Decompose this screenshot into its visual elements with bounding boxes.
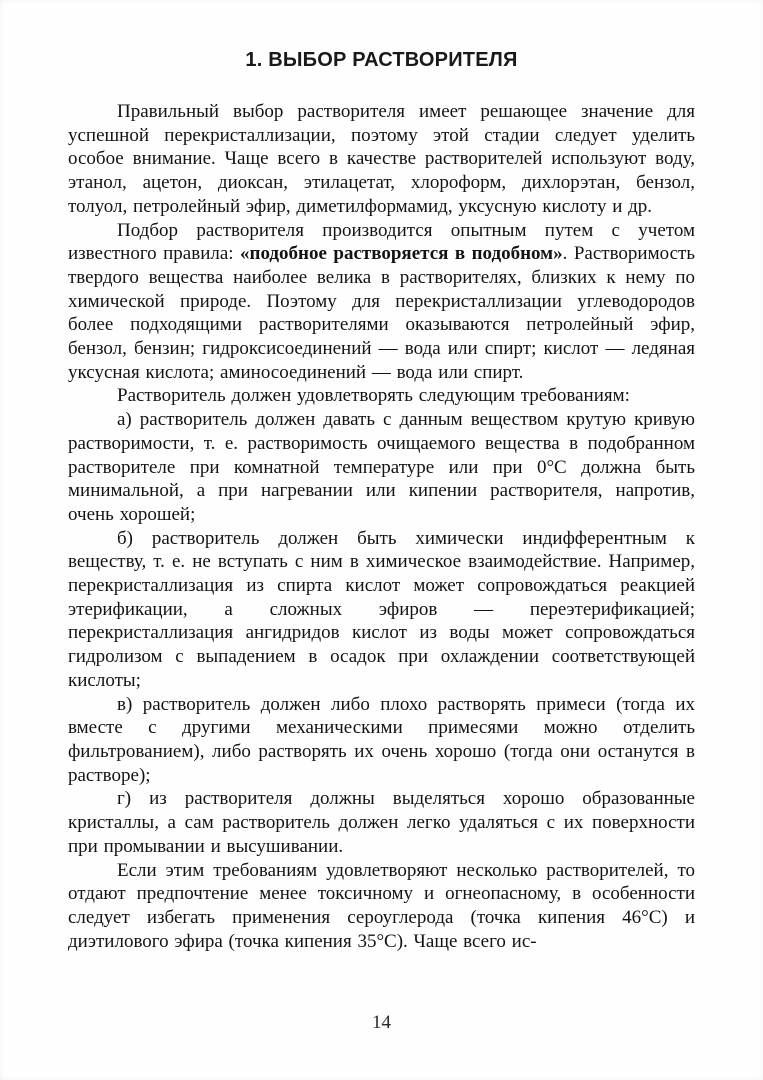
paragraph-rule-before: Подбор растворителя производится опытным путем с учетом известного правила: — [68, 219, 695, 265]
paragraph-preference: Если этим требованиям удовлетворяют несколько растворителей, то отдают предпочтение менее токсичному и огнеопасному, в особенности следует избегать применения сероуглерода (точка кипения 46°С) и диэтилового эфира (точка кипения 35°С). Чаще всего ис- — [68, 859, 695, 952]
paragraph-intro: Правильный выбор растворителя имеет решающее значение для успешной перекристаллизации, поэтому этой стадии следует уделить особое внимание. Чаще всего в качестве растворителей используют воду, этанол, ацетон, диоксан, этилацетат, хлороформ, дихлорэтан, бензол, толуол, петролейный эфир, диметилформамид, уксусную кислоту и др. — [68, 101, 695, 217]
bold-quote-like-dissolves-like: «подобное растворяется в подобном» — [240, 243, 563, 265]
paragraph-requirement-a: а) растворитель должен давать с данным веществом крутую кривую растворимости, т. е. растворимость очищаемого вещества в подобранном растворителе при комнатной температуре или при 0°С должна быть минимальной, а при нагревании или кипении растворителя, напротив, очень хорошей; — [68, 409, 695, 525]
section-heading: 1. ВЫБОР РАСТВОРИТЕЛЯ — [245, 49, 518, 71]
body-text — [68, 100, 695, 953]
page-number: 14 — [372, 1012, 391, 1033]
paragraph-rule-after: . Растворимость твердого вещества наиболее велика в растворителях, близких к нему по химической природе. Поэтому для перекристаллизации углеводородов более подходящими растворителями оказываются петролейный эфир, бензол, бензин; гидроксисоединений — вода или спирт; кислот — ледяная уксусная кислота; аминосоединений — вода или спирт. — [68, 243, 695, 383]
paragraph-requirement-v: в) растворитель должен либо плохо растворять примеси (тогда их вместе с другими механическими примесями можно отделить фильтрованием), либо растворять их очень хорошо (тогда они останутся в растворе); — [68, 693, 695, 786]
paragraph-requirements-lead: Растворитель должен удовлетворять следующим требованиям: — [117, 385, 630, 407]
paragraph-rule — [68, 219, 695, 385]
paragraph-requirement-g: г) из растворителя должны выделяться хорошо образованные кристаллы, а сам растворитель должен легко удаляться с их поверхности при промывании и высушивании. — [68, 788, 695, 857]
paragraph-requirement-b: б) растворитель должен быть химически индифферентным к веществу, т. е. не вступать с ним в химическое взаимодействие. Например, перекристаллизация из спирта кислот может сопровождаться реакцией этерификации, а сложных эфиров — переэтерификацией; перекристаллизация ангидридов кислот из воды может сопровождаться гидролизом с выпадением в осадок при охлаждении соответствующей кислоты; — [68, 527, 695, 691]
page-content — [68, 48, 695, 953]
